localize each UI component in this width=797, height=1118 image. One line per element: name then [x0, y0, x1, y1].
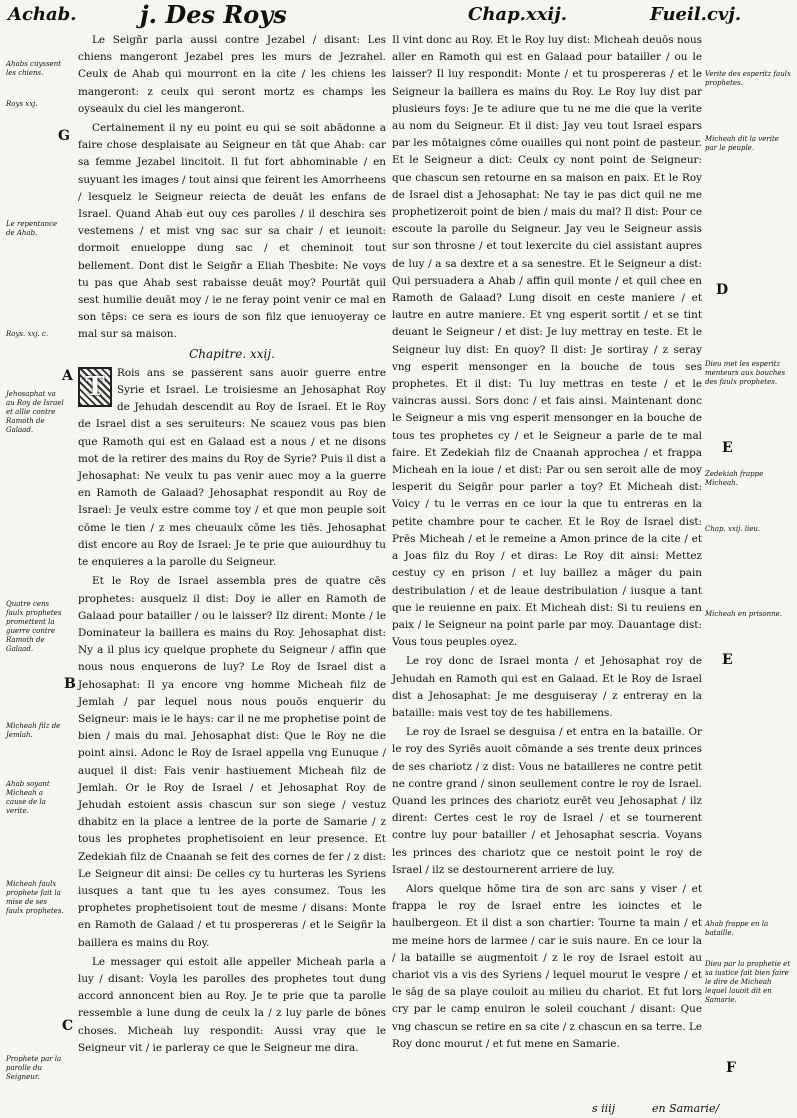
signature-mark: s iiij [592, 1102, 616, 1115]
section-letter: A [62, 368, 73, 384]
paragraph: Le Seigñr parla aussi contre Jezabel / disant: Les chiens mangeront Jezabel pres les murs de Jezrahel. Ceulx de Ahab qui mourront en la cite / les chiens les mangeront: z ceulx qui seront mortz es champs les oyseaulx du ciel les mangeront. [78, 34, 386, 115]
margin-note: Micheah dit la verite par le peuple. [705, 135, 779, 152]
margin-note: Micheah en prisonne. [705, 610, 783, 618]
margin-note: Zedekiah frappe Micheah. [705, 470, 764, 487]
section-letter: E [722, 652, 733, 668]
running-head-book: Achab. [8, 4, 77, 25]
margin-note: Dieu met les esperitz menteurs aux bouches des faulx prophetes. [705, 360, 786, 386]
section-letter: B [64, 676, 76, 692]
margin-note: Roys xxj. [6, 100, 38, 108]
margin-note: Roys. xxj. c. [6, 330, 49, 338]
margin-note: Verite des esperitz faulx prophetes. [705, 70, 791, 87]
margin-note: Dieu par la prophetie et sa iustice fait bien faire le dire de Micheah lequel lauoit dit en Samarie. [705, 960, 791, 1004]
margin-note: Prophete par la parolle du Seigneur. [6, 1055, 62, 1081]
paragraph: Certainement il ny eu point eu qui se soit abādonne a faire chose desplaisate au Seigneur en tāt que Ahab: car sa femme Jezabel lincitoit. Il fut fort abhominable / en suyuant les images / tout ainsi que feirent les Amorrheens / lesquelz le Seigneur reiecta de deuāt les enfans de Israel. Quand Ahab eut ouy ces parolles / il deschira ses vestemens / et mist vng sac sur sa chair / et ieunoit: dormoit enueloppe dung sac / et cheminoit tout bellement. Dont dist le Seigñr a Eliah Thesbite: Ne voys tu pas que Ahab sest rabaisse deuāt moy? Pourtāt quil sest humilie deuāt moy / ie ne feray point venir ce mal en son tēps: ce sera es iours de son filz que ienuoyeray ce mal sur sa maison. [78, 122, 386, 341]
paragraph: Le messager qui estoit alle appeller Micheah parla a luy / disant: Voyla les parolles des prophetes tout dung accord annoncent bien au Roy. Je te prie que ta parolle ressemble a lune dung de ceulx la / z luy parle de bōnes choses. Micheah luy respondit: Aussi vray que le Seigneur vit / ie parleray ce que le Seigneur me dira. [78, 955, 386, 1054]
chapter-heading: Chapitre. xxij. [189, 346, 275, 361]
running-head-title: j. Des Roys [140, 0, 287, 29]
margin-note: Chap. xxij. lieu. [705, 525, 761, 533]
margin-note: Ahabs cuyssent les chiens. [6, 60, 62, 77]
running-head-folio: Fueil.cvj. [650, 4, 742, 25]
paragraph: Le roy de Israel se desguisa / et entra en la bataille. Or le roy des Syriēs auoit cōmande a ses trente deux princes de ses chariotz / z dist: Vous ne batailleres ne contre petit ne contre grand / sinon seullement contre le roy de Israel. Quand les princes des chariotz eurēt veu Jehosaphat / ilz dirent: Certes cest le roy de Israel / et se tournerent contre luy pour batailler / et Jehosaphat sescria. Voyans les princes des chariotz que ce nestoit point le roy de Israel / ilz se destournerent arriere de luy. [392, 726, 702, 876]
paragraph: Rois ans se passerent sans auoir guerre entre Syrie et Israel. Le troisiesme an Jehosaphat Roy de Jehudah descendit au Roy de Israel. Et le Roy de Israel dist a ses seruiteurs: Ne scauez vous pas bien que Ramoth qui est en Galaad est a nous / et ne disons mot de la retirer des mains du Roy de Syrie? Puis il dist a Jehosaphat: Ne veulx tu pas venir auec moy a la guerre en Ramoth de Galaad? Jehosaphat respondit au Roy de Israel: Je veulx estre comme toy / et que mon peuple soit cōme le tien / z mes cheuaulx cōme les tiēs. Jehosaphat dist encore au Roy de Israel: Je te prie que auiourdhuy tu te enquieres a la parolle du Seigneur. [78, 366, 386, 569]
margin-note: Jehosaphat va au Roy de Israel et allie contre Ramoth de Galaad. [6, 390, 64, 434]
running-head-chapter: Chap.xxij. [468, 4, 568, 25]
section-letter: G [58, 128, 70, 144]
section-letter: C [62, 1018, 74, 1034]
margin-note: Micheah faulx prophete fait la mise de ses faulx prophetes. [6, 880, 64, 915]
right-column [392, 32, 702, 1055]
margin-note: Ahab soyant Micheah a cause de la verite. [6, 780, 50, 815]
section-letter: D [716, 282, 729, 298]
paragraph: Il vint donc au Roy. Et le Roy luy dist: Micheah deuōs nous aller en Ramoth qui est en Galaad pour batailler / ou le laisser? Il luy respondit: Monte / et tu prospereras / et le Seigneur la baillera es mains du Roy. Le Roy luy dist par plusieurs foys: Je te adiure que tu ne me die que la verite au nom du Seigneur. Et il dist: Jay veu tout Israel espars par les mōtaignes cōme ouailles qui nont point de pasteur. Et le Seigneur a dict: Ceulx cy nont point de Seigneur: que chascun sen retourne en sa maison en paix. Et le Roy de Israel dist a Jehosaphat: Ne tay ie pas dict quil ne me prophetizeroit point de bien / mais du mal? Il dist: Pour ce escoute la parolle du Seigneur. Jay veu le Seigneur assis sur son throsne / et tout lexercite du ciel assistant aupres de luy / a sa dextre et a sa senestre. Et le Seigneur a dist: Qui persuadera a Ahab / affin quil monte / et quil chee en Ramoth de Galaad? Lung disoit en ceste maniere / et lautre en autre maniere. Et vng esperit sortit / et se tint deuant le Seigneur / et dist: Je luy mettray en teste. Et le Seigneur luy dist: En quoy? Il dist: Je sortiray / z seray vng esperit mensonger en la bouche de tous ses prophetes. Et il dist: Tu luy mettras en teste / et le vaincras aussi. Sors donc / et fais ainsi. Maintenant donc le Seigneur a mis vng esperit mensonger en la bouche de tous tes prophetes cy / et le Seigneur a parle de te mal faire. Et Zedekiah filz de Cnaanah approchea / et frappa Micheah en la ioue / et dist: Par ou sen seroit alle de moy lesperit du Seigñr pour parler a toy? Et Micheah dist: Voicy / tu le verras en ce iour la que tu entreras en la petite chambre pour te cacher. Et le Roy de Israel dist: Prēs Micheah / et le remeine a Amon prince de la cite / et a Joas filz du Roy / et diras: Le Roy dit ainsi: Mettez cestuy cy en prison / et luy baillez a māger du pain destribulation / et de leaue destribulation / iusque a tant que ie reuienne en paix. Et Micheah dist: Si tu reuiens en paix / le Seigneur na point parle par moy. Dauantage dist: Vous tous peuples oyez. [392, 34, 702, 649]
margin-note: Micheah filz de Jemlah. [6, 722, 61, 739]
left-column [78, 32, 386, 1059]
margin-note: Ahab frappe en la bataille. [705, 920, 769, 937]
paragraph: Et le Roy de Israel assembla pres de quatre cēs prophetes: ausquelz il dist: Doy ie aller en Ramoth de Galaad pour batailler / ou le laisser? Ilz dirent: Monte / le Dominateur la baillera es mains du Roy. Jehosaphat dist: Ny a il plus icy quelque prophete du Seigneur / affin que nous nous enquerons de luy? Le Roy de Israel dist a Jehosaphat: Il ya encore vng homme Micheah filz de Jemlah / par lequel nous nous pouōs enquerir du Seigneur: mais ie le hays: car il ne me prophetise point de bien / mais du mal. Jehosaphat dist: Que le Roy ne die point ainsi. Adonc le Roy de Israel appella vng Eunuque / auquel il dist: Fais venir hastiuement Micheah filz de Jemlah. Or le Roy de Israel / et Jehosaphat Roy de Jehudah estoient assis chascun sur son siege / vestuz dhabitz en la place a lentree de la porte de Samarie / z tous les prophetes prophetisoient en leur presence. Et Zedekiah filz de Cnaanah se feit des cornes de fer / z dist: Le Seigneur dit ainsi: De celles cy tu hurteras les Syriens iusques a tant que tu les ayes consumez. Tous les prophetes prophetisoient tout de mesme / disans: Monte en Ramoth de Galaad / et tu prospereras / et le Seigñr la baillera es mains du Roy. [78, 575, 386, 949]
margin-note: Quatre cens faulx prophetes promettent la guerre contre Ramoth de Galaad. [6, 600, 62, 653]
margin-note: Le repentance de Ahab. [6, 220, 58, 237]
decorated-initial: T [78, 367, 112, 407]
catchword: en Samarie/ [652, 1102, 720, 1115]
section-letter: E [722, 440, 733, 456]
paragraph: Alors quelque hōme tira de son arc sans y viser / et frappa le roy de Israel entre les ioinctes et le haulbergeon. Et il dist a son chartier: Tourne ta main / et me meine hors de larmee / car ie suis naure. En ce iour la / la bataille se augmentoit / z le roy de Israel estoit au chariot vis a vis des Syriens / lequel mourut le vespre / et le sāg de sa playe couloit au milieu du chariot. Et fut lors cry par le camp enuiron le soleil couchant / disant: Que vng chascun se retire en sa cite / z chascun en sa terre. Le Roy donc mourut / et fut mene en Samarie. [392, 882, 702, 1050]
section-letter: F [726, 1060, 736, 1076]
paragraph: Le roy donc de Israel monta / et Jehosaphat roy de Jehudah en Ramoth qui est en Galaad. Et le Roy de Israel dist a Jehosaphat: Je me desguiseray / z entreray en la bataille: mais vest toy de tes habillemens. [392, 655, 702, 719]
